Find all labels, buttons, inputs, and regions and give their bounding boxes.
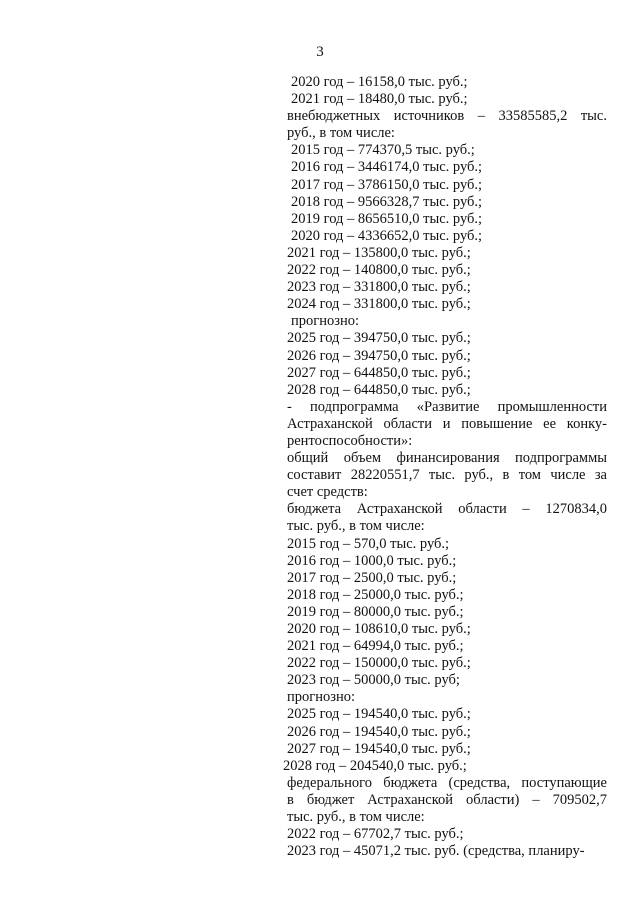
text-line: 2020 год – 16158,0 тыс. руб.; <box>291 74 468 90</box>
text-line: в бюджет Астраханской области) – 709502,7 <box>287 791 607 808</box>
text-line: 2025 год – 194540,0 тыс. руб.; <box>287 706 471 723</box>
text-line: рентоспособности»: <box>287 432 413 449</box>
text-line: общий объем финансирования подпрограммы <box>287 450 607 467</box>
text-line: 2021 год – 135800,0 тыс. руб.; <box>287 244 471 261</box>
text-line: 2015 год – 774370,5 тыс. руб.; <box>291 142 475 159</box>
text-line: 2017 год – 2500,0 тыс. руб.; <box>287 569 457 586</box>
text-line: 2020 год – 108610,0 тыс. руб.; <box>287 621 471 637</box>
text-line: 2023 год – 331800,0 тыс. руб.; <box>287 279 471 296</box>
text-line: 2022 год – 140800,0 тыс. руб.; <box>287 262 471 279</box>
text-line: 2021 год – 64994,0 тыс. руб.; <box>287 638 464 655</box>
text-line: прогнозно: <box>287 689 355 706</box>
text-line: 2016 год – 3446174,0 тыс. руб.; <box>291 159 483 176</box>
text-line: 2027 год – 644850,0 тыс. руб.; <box>287 364 471 381</box>
text-line: 2016 год – 1000,0 тыс. руб.; <box>287 552 457 569</box>
text-line: - подпрограмма «Развитие промышленности <box>287 398 607 415</box>
text-line: 2026 год – 394750,0 тыс. руб.; <box>287 347 471 364</box>
text-line: составит 28220551,7 тыс. руб., в том числе за <box>287 467 607 484</box>
text-line: счет средств: <box>287 484 368 501</box>
text-line: 2024 год – 331800,0 тыс. руб.; <box>287 296 471 313</box>
text-line: 2023 год – 50000,0 тыс. руб; <box>287 672 460 689</box>
text-line: бюджета Астраханской области – 1270834,0 <box>287 501 607 518</box>
text-line: 2015 год – 570,0 тыс. руб.; <box>287 535 450 552</box>
text-line: 2028 год – 204540,0 тыс. руб.; <box>283 757 467 774</box>
text-line: 2027 год – 194540,0 тыс. руб.; <box>287 740 471 757</box>
text-line: 2025 год – 394750,0 тыс. руб.; <box>287 330 471 347</box>
text-line: тыс. руб., в том числе: <box>287 518 425 535</box>
text-line: 2021 год – 18480,0 тыс. руб.; <box>291 91 468 108</box>
text-line: 2023 год – 45071,2 тыс. руб. (средства, планиру- <box>287 843 585 860</box>
text-line: внебюджетных источников – 33585585,2 тыс. <box>287 108 607 125</box>
text-line: 2020 год – 4336652,0 тыс. руб.; <box>291 227 483 244</box>
text-line: 2022 год – 150000,0 тыс. руб.; <box>287 655 471 672</box>
text-line: 2019 год – 8656510,0 тыс. руб.; <box>291 210 483 227</box>
text-line: прогнозно: <box>291 313 359 330</box>
text-line: 2018 год – 25000,0 тыс. руб.; <box>287 586 464 603</box>
text-line: федерального бюджета (средства, поступающие <box>287 774 607 791</box>
text-line: Астраханской области и повышение ее конку- <box>287 415 607 432</box>
text-line: 2018 год – 9566328,7 тыс. руб.; <box>291 193 483 210</box>
text-line: 2019 год – 80000,0 тыс. руб.; <box>287 603 464 620</box>
text-line: руб., в том числе: <box>287 125 395 142</box>
text-line: 2022 год – 67702,7 тыс. руб.; <box>287 826 464 843</box>
page-number: 3 <box>316 44 324 60</box>
document-body <box>283 74 607 860</box>
text-line: 2028 год – 644850,0 тыс. руб.; <box>287 381 471 398</box>
text-line: 2017 год – 3786150,0 тыс. руб.; <box>291 176 483 193</box>
text-line: 2026 год – 194540,0 тыс. руб.; <box>287 723 471 740</box>
text-line: тыс. руб., в том числе: <box>287 809 425 826</box>
